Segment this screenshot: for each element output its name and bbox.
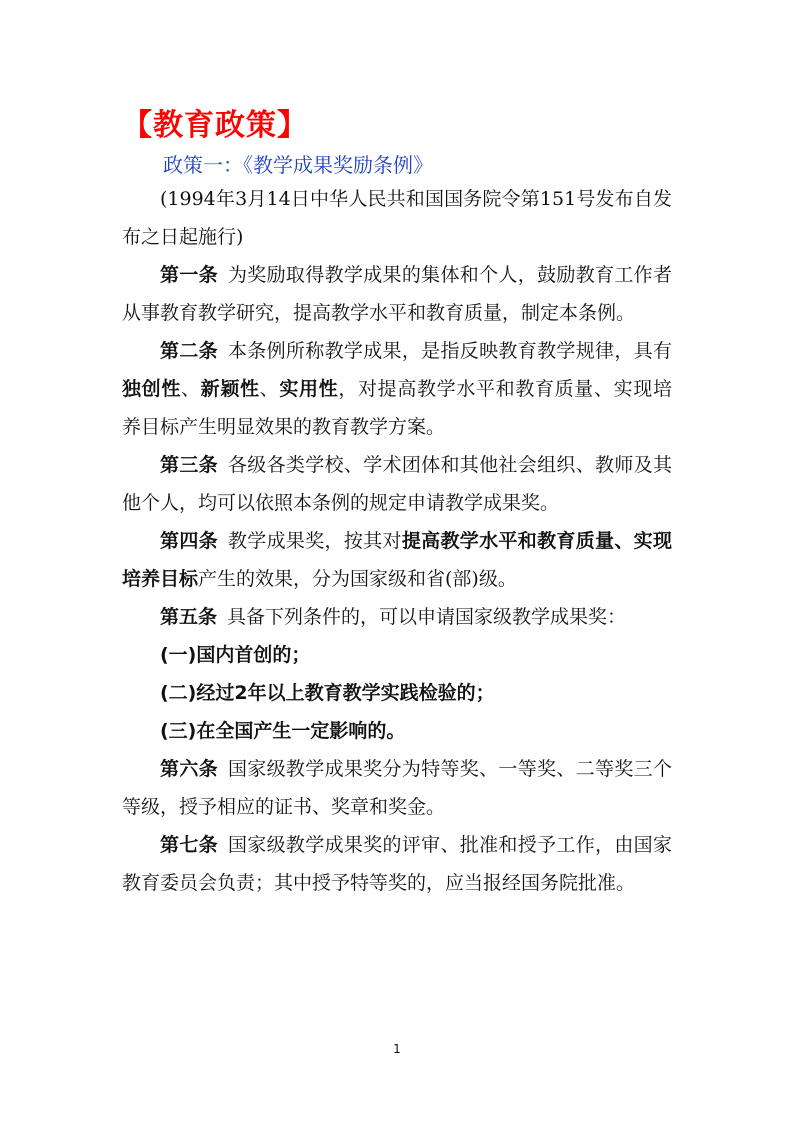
separator: 、 [259,378,280,400]
article-text: ，对提高教学水平和教育质量、实现培养目标产生明显效果的教育教学方案。 [122,378,672,438]
article-label: 第四条 [160,530,218,552]
article-3 [122,446,672,522]
preamble: (1994年3月14日中华人民共和国国务院令第151号发布自发布之日起施行) [122,188,672,248]
article-label: 第七条 [160,834,218,856]
article-text: 为奖励取得教学成果的集体和个人，鼓励教育工作者从事教育教学研究，提高教学水平和教育质量，制定本条例。 [122,264,672,324]
article-label: 第三条 [160,454,218,476]
article-1 [122,256,672,332]
condition-item: (二)经过2年以上教育教学实践检验的； [160,682,495,704]
article-text: 具备下列条件的，可以申请国家级教学成果奖： [227,606,627,628]
article-4 [122,522,672,598]
emphasis-originality: 独创性 [122,378,181,400]
article-7 [122,826,672,902]
document-body [122,180,672,902]
article-text: 各级各类学校、学术团体和其他社会组织、教师及其他个人，均可以依照本条例的规定申请教学成果奖。 [122,454,672,514]
article-text: 国家级教学成果奖的评审、批准和授予工作，由国家教育委员会负责；其中授予特等奖的，应当报经国务院批准。 [122,834,672,894]
page-number: 1 [393,1042,401,1056]
article-2 [122,332,672,446]
emphasis-practicality: 实用性 [279,378,339,400]
article-text: 教学成果奖，按其对 [227,530,402,552]
article-label: 第一条 [160,264,218,286]
policy-title: 政策一：《教学成果奖励条例》 [163,153,433,177]
section-heading: 【教育政策】 [122,108,308,143]
article-text: 产生的效果，分为国家级和省(部)级。 [198,568,517,590]
article-label: 第二条 [160,340,218,362]
article-6 [122,750,672,826]
article-text: 本条例所称教学成果，是指反映教育教学规律，具有 [227,340,672,362]
separator: 、 [181,378,201,400]
article-5 [122,598,672,636]
condition-item: (三)在全国产生一定影响的。 [160,720,406,742]
emphasis-goal: 提高教学水平和教育质量、实现培养目标 [122,530,672,590]
article-label: 第五条 [160,606,218,628]
emphasis-novelty: 新颖性 [200,378,260,400]
article-label: 第六条 [160,758,218,780]
article-text: 国家级教学成果奖分为特等奖、一等奖、二等奖三个等级，授予相应的证书、奖章和奖金。 [122,758,672,818]
condition-item: (一)国内首创的； [160,644,311,666]
